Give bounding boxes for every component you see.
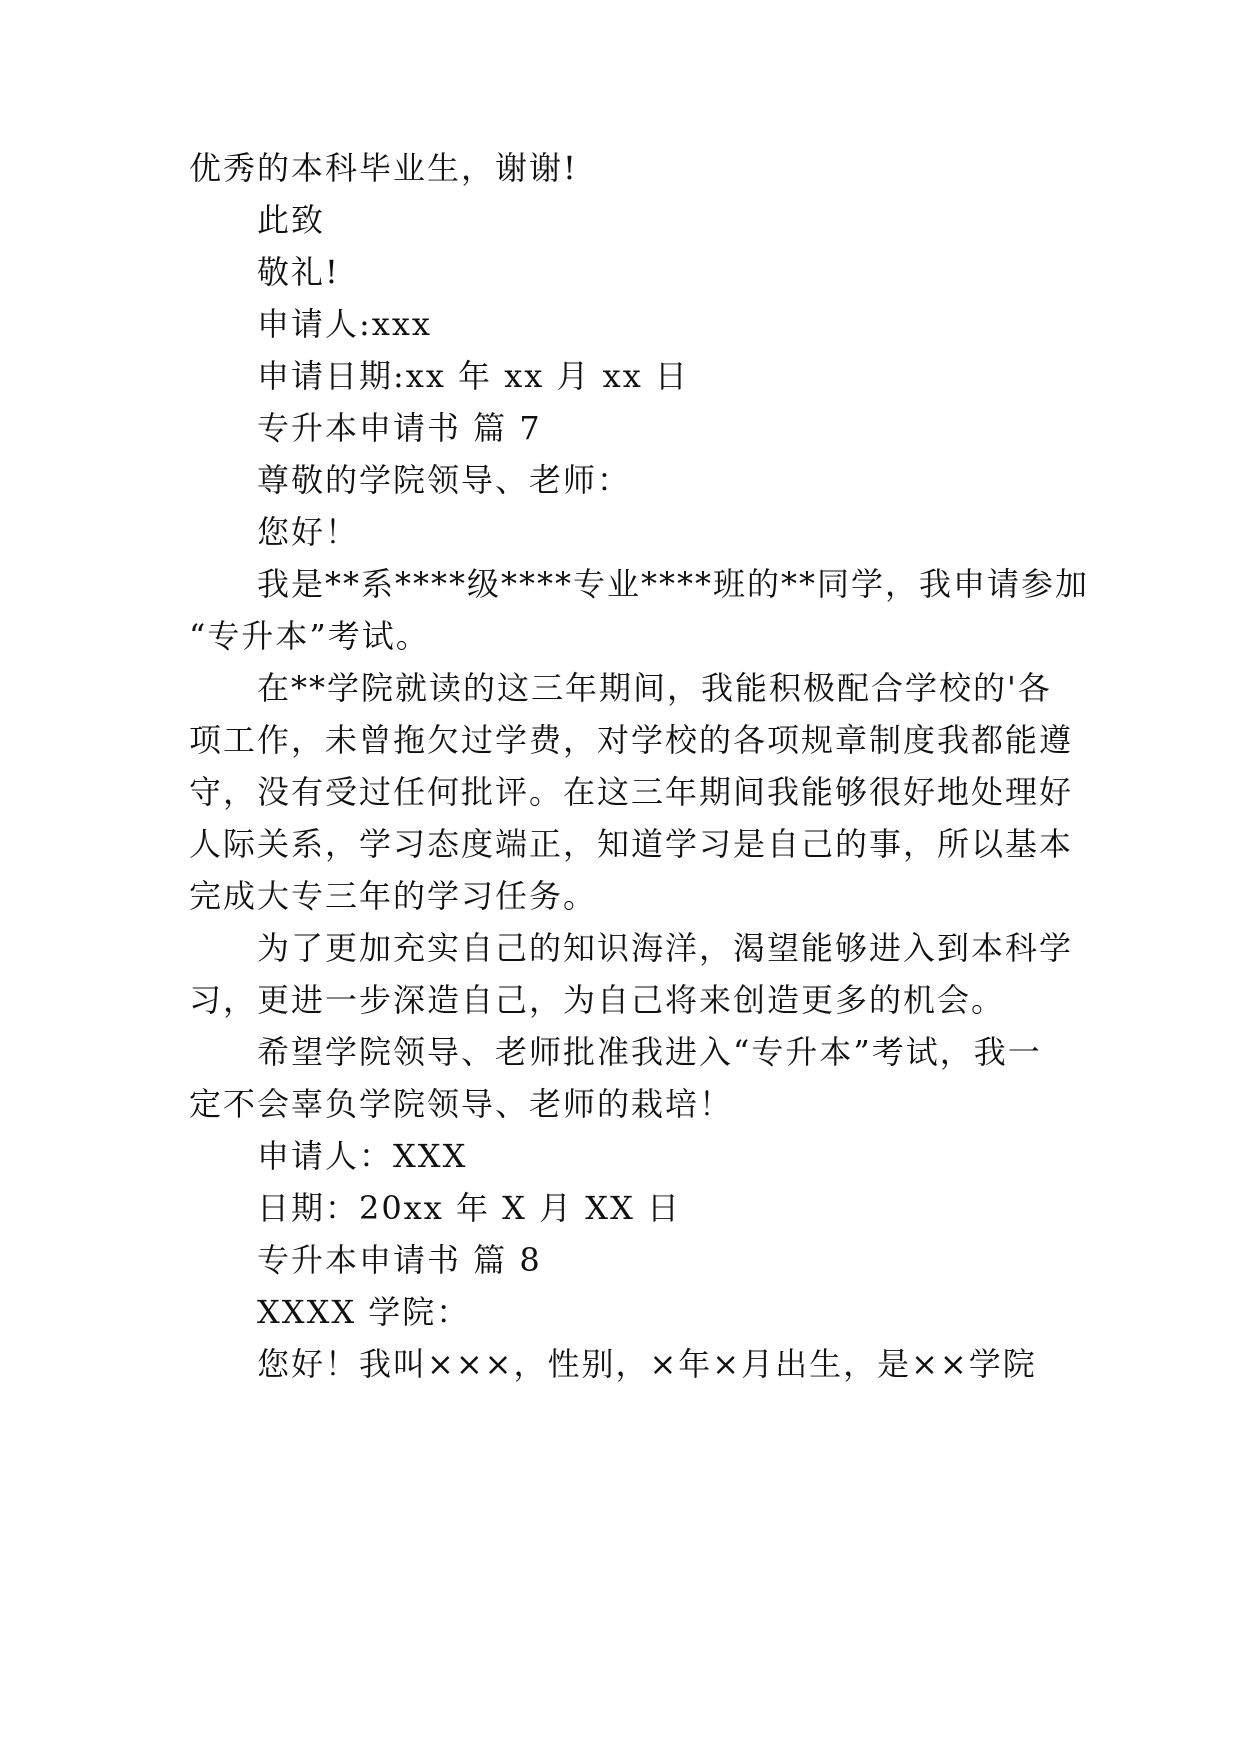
paragraph-line: 完成大专三年的学习任务。 [189, 877, 598, 915]
paragraph-line: “专升本”考试。 [189, 617, 430, 655]
section-heading: 专升本申请书 篇 7 [257, 409, 542, 447]
paragraph-line: 定不会辜负学院领导、老师的栽培！ [189, 1085, 734, 1123]
paragraph-line: 为了更加充实自己的知识海洋，渴望能够进入到本科学 [257, 929, 1074, 967]
closing-salutation: 此致 [257, 201, 326, 239]
paragraph-line: 希望学院领导、老师批准我进入“专升本”考试，我一 [257, 1033, 1042, 1071]
paragraph-line: 您好！我叫×××，性别，×年×月出生，是××学院 [257, 1345, 1037, 1383]
applicant-line: 申请人:xxx [257, 305, 432, 343]
applicant-line: 申请人：XXX [257, 1137, 468, 1175]
paragraph-line: 项工作，未曾拖欠过学费，对学校的各项规章制度我都能遵 [189, 721, 1074, 759]
paragraph-line: 人际关系，学习态度端正，知道学习是自己的事，所以基本 [189, 825, 1074, 863]
addressee-line: XXXX 学院： [257, 1293, 471, 1331]
section-heading: 专升本申请书 篇 8 [257, 1241, 542, 1279]
paragraph-line: 我是**系****级****专业****班的**同学，我申请参加 [257, 565, 1090, 603]
date-line: 日期：20xx 年 X 月 XX 日 [257, 1189, 682, 1227]
paragraph-line: 习，更进一步深造自己，为自己将来创造更多的机会。 [189, 981, 1006, 1019]
greeting-line: 尊敬的学院领导、老师： [257, 461, 632, 499]
paragraph-line: 守，没有受过任何批评。在这三年期间我能够很好地处理好 [189, 773, 1074, 811]
hello-line: 您好！ [257, 513, 360, 551]
closing-regards: 敬礼! [257, 253, 340, 291]
paragraph-line: 在**学院就读的这三年期间，我能积极配合学校的'各 [257, 669, 1052, 707]
date-line: 申请日期:xx 年 xx 月 xx 日 [257, 357, 689, 395]
text-line: 优秀的本科毕业生，谢谢! [189, 149, 578, 187]
